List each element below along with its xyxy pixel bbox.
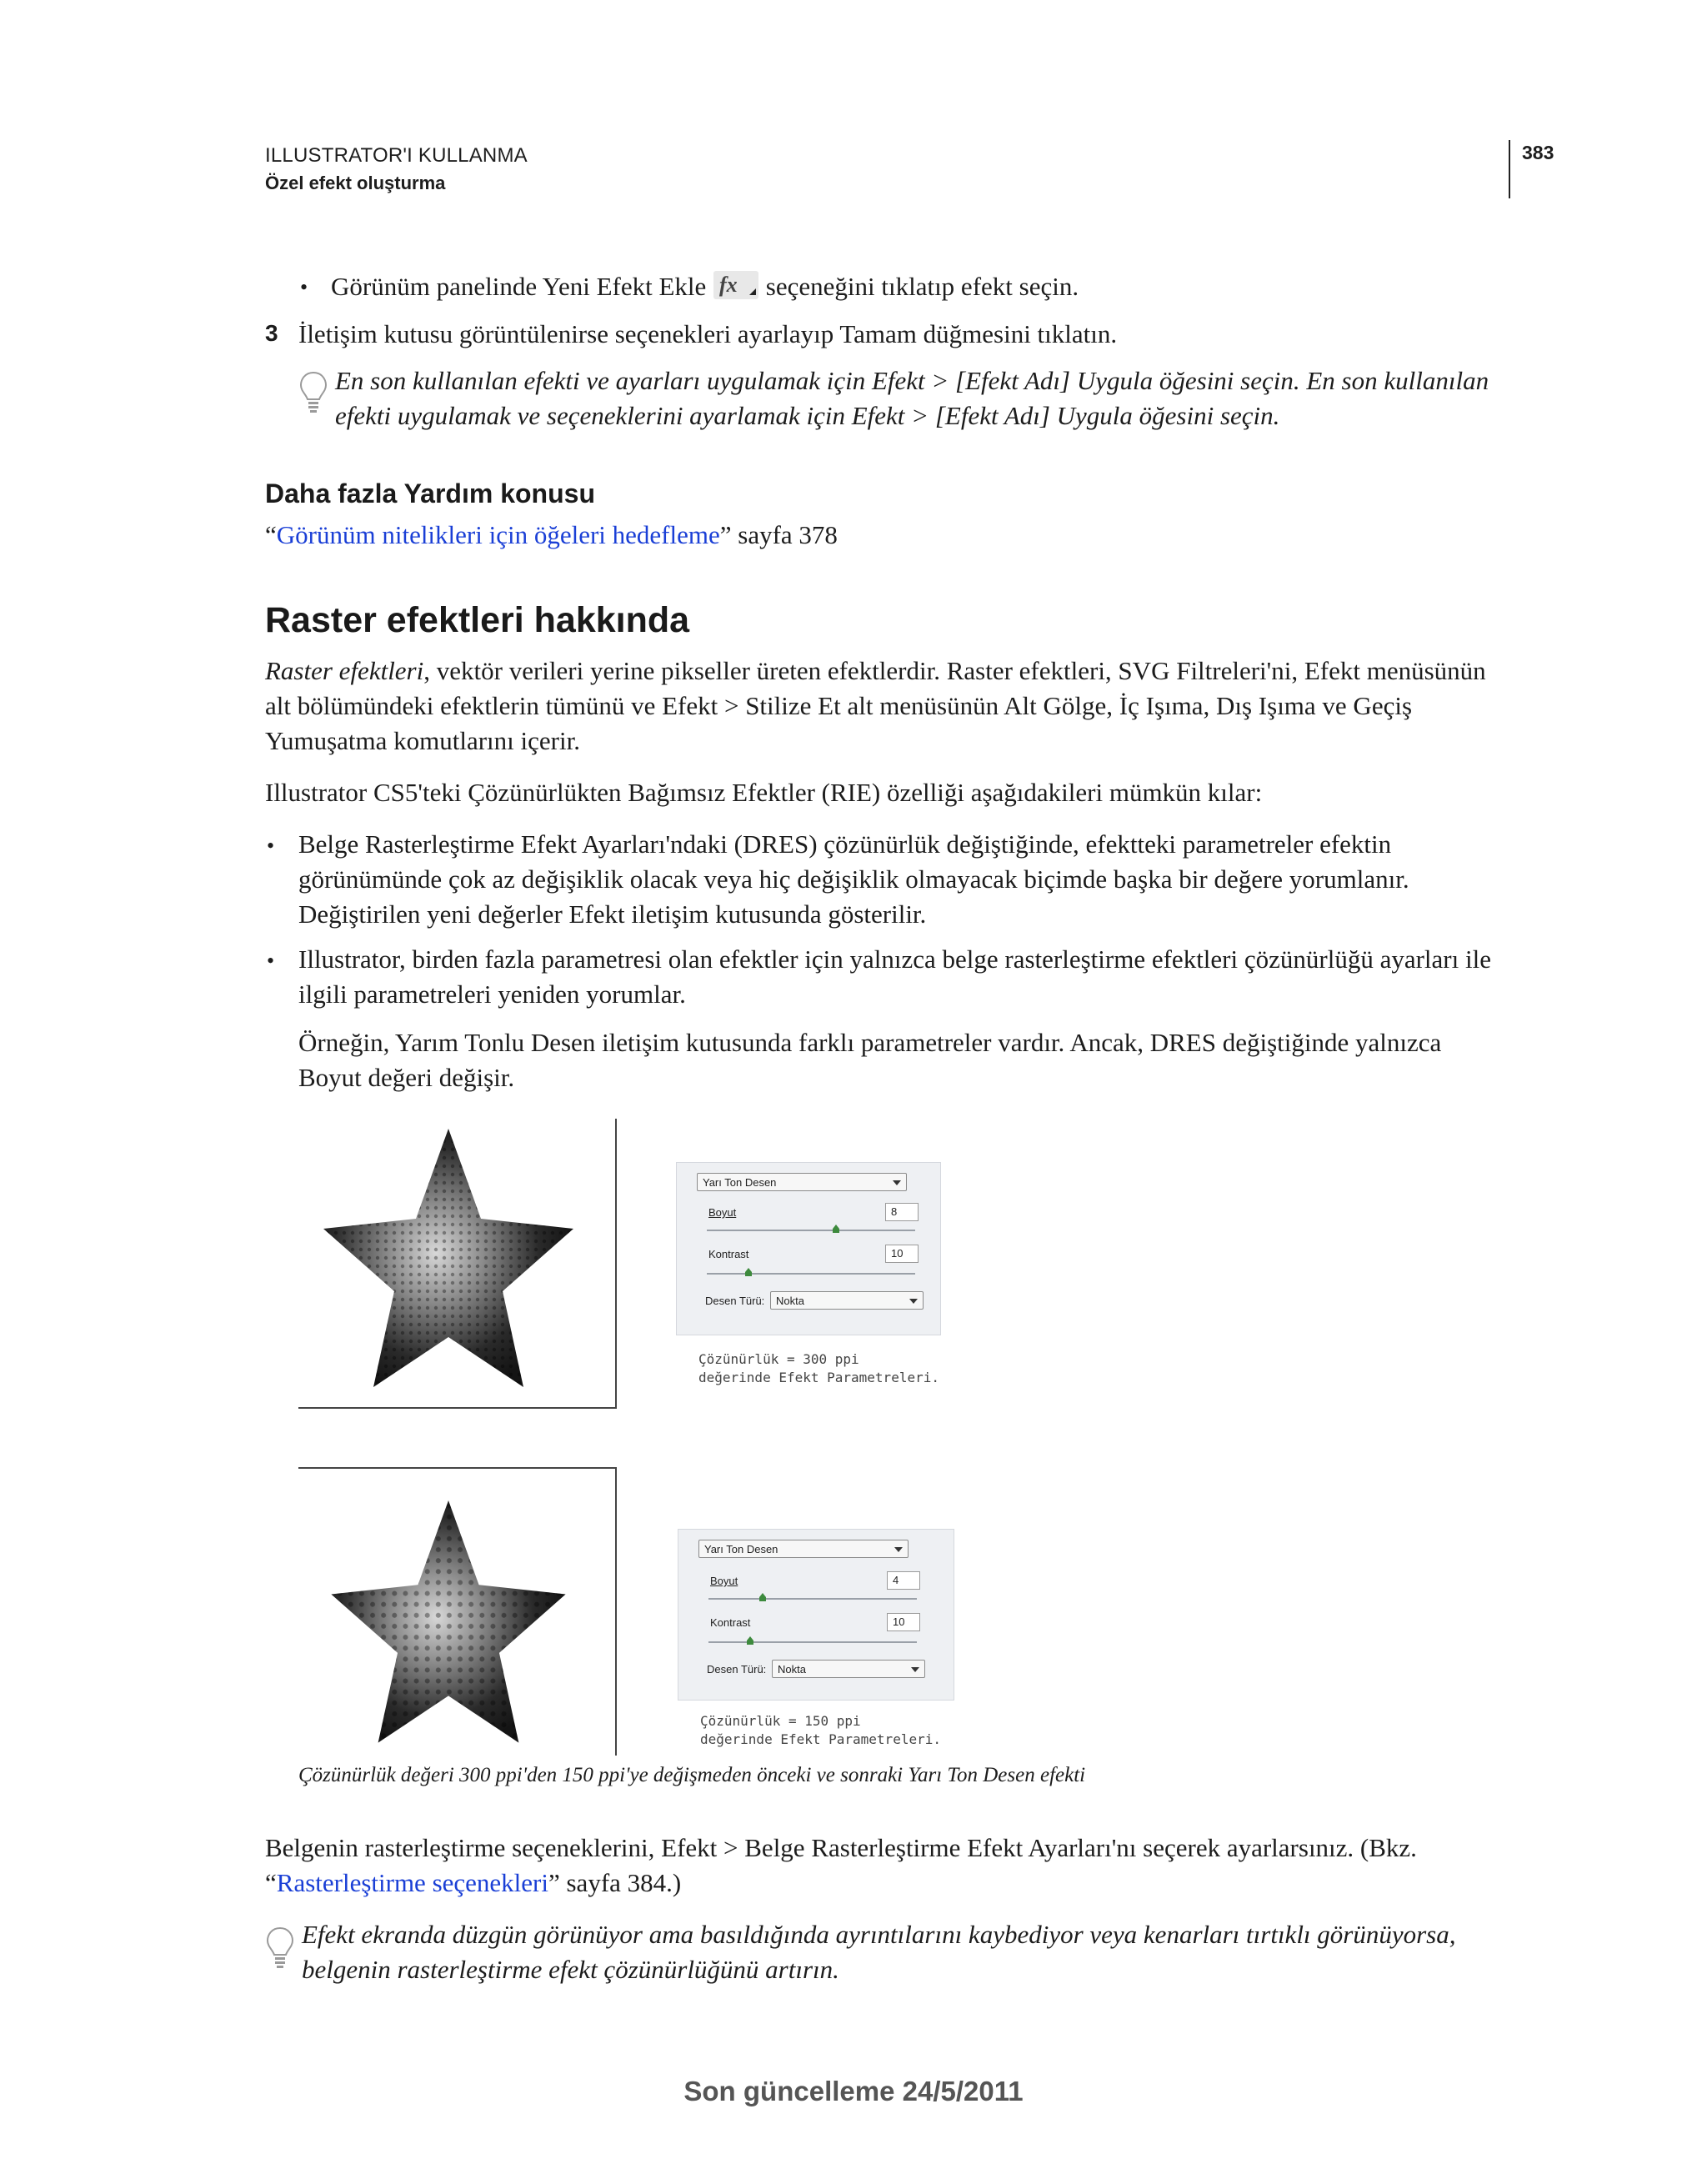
- size-slider-track[interactable]: [707, 1230, 915, 1231]
- footer-last-updated: Son güncelleme 24/5/2011: [683, 2076, 1024, 2106]
- pattern-type-label: Desen Türü:: [707, 1663, 767, 1676]
- halftone-dialog-150ppi: [678, 1529, 954, 1701]
- contrast-slider-thumb[interactable]: [745, 1268, 752, 1276]
- pattern-type-select[interactable]: [772, 1660, 925, 1678]
- size-input[interactable]: 4: [887, 1571, 920, 1590]
- star-image-300ppi: [298, 1119, 618, 1409]
- bullet-dot: •: [267, 949, 275, 973]
- figure-caption: Çözünürlük değeri 300 ppi'den 150 ppi'ye değişmeden önceki ve sonraki Yarı Ton Desen efekti: [298, 1764, 1086, 1786]
- contrast-input[interactable]: 10: [887, 1613, 920, 1631]
- bullet2-example-line1: Örneğin, Yarım Tonlu Desen iletişim kutusunda farklı parametreler vardır. Ancak, DRES değiştiğinde yalnızca: [298, 1028, 1442, 1057]
- tip2-line1: Efekt ekranda düzgün görünüyor ama basıldığında ayrıntılarını kaybediyor veya kenarları tırtıklı görünüyorsa,: [302, 1920, 1456, 1949]
- halftone-star-small-dots: [315, 1500, 582, 1751]
- caption-line2: değerinde Efekt Parametreleri.: [698, 1370, 939, 1385]
- size-label: Boyut: [708, 1206, 737, 1219]
- svg-text:fx: fx: [719, 273, 738, 297]
- step-number: 3: [265, 320, 278, 346]
- section-p1-line1-rest: , vektör verileri yerine pikseller üreten efektlerdir. Raster efektleri, SVG Filtreleri'ni, Efekt menüsünün: [423, 656, 1486, 685]
- chevron-down-icon: [911, 1667, 919, 1672]
- tip1-line2: efekti uygulamak ve seçeneklerini ayarlamak için Efekt > [Efekt Adı] Uygula öğesini seçin.: [335, 401, 1280, 430]
- star-image-150ppi: [298, 1467, 618, 1756]
- running-header-section: Özel efekt oluşturma: [265, 173, 446, 193]
- contrast-label: Kontrast: [710, 1616, 751, 1629]
- size-slider-thumb[interactable]: [759, 1593, 766, 1601]
- intro-bullet-text: Görünüm panelinde Yeni Efekt Ekle: [331, 272, 707, 301]
- size-input[interactable]: 8: [885, 1203, 919, 1221]
- lightbulb-tip-icon: [298, 370, 328, 413]
- dialog-caption-150ppi: [700, 1712, 941, 1749]
- bullet2-line2: ilgili parametreleri yeniden yorumlar.: [298, 979, 686, 1009]
- bullet2-line1: Illustrator, birden fazla parametresi olan efektler için yalnızca belge rasterleştirme efektleri çözünürlüğü ayarları ile: [298, 944, 1491, 974]
- after-p-line1: Belgenin rasterleştirme seçeneklerini, Efekt > Belge Rasterleştirme Efekt Ayarları'nı seçerek ayarlarsınız. (Bkz.: [265, 1833, 1417, 1862]
- contrast-slider-track[interactable]: [707, 1273, 915, 1275]
- rasterize-options-link[interactable]: Rasterleştirme seçenekleri: [276, 1868, 548, 1897]
- halftone-dialog-300ppi: [676, 1162, 941, 1335]
- more-help-heading: Daha fazla Yardım konusu: [265, 478, 595, 508]
- contrast-slider-track[interactable]: [708, 1641, 917, 1643]
- image-frame-bottom: [298, 1407, 617, 1409]
- pattern-type-value: Nokta: [776, 1295, 804, 1307]
- halftone-figure: [265, 1109, 1490, 1759]
- bullet1-line2: görünümünde çok az değişiklik olacak veya hiç değişiklik olmayacak biçimde başka bir değere yorumlanır.: [298, 864, 1409, 894]
- size-slider-track[interactable]: [708, 1598, 917, 1600]
- contrast-input[interactable]: 10: [885, 1245, 919, 1263]
- lightbulb-tip-icon: [265, 1926, 295, 1969]
- header-divider: [1509, 140, 1510, 198]
- halftone-star-large-dots: [315, 1129, 582, 1395]
- effect-select[interactable]: [698, 1540, 909, 1558]
- raster-effects-term: Raster efektleri: [265, 656, 424, 685]
- image-frame-right: [615, 1119, 617, 1409]
- pattern-type-select[interactable]: [770, 1291, 924, 1310]
- bullet1-line1: Belge Rasterleştirme Efekt Ayarları'ndaki (DRES) çözünürlük değiştiğinde, efektteki parametreler efektin: [298, 829, 1392, 859]
- effect-select[interactable]: [697, 1173, 907, 1191]
- intro-bullet-text-after: seçeneğini tıklatıp efekt seçin.: [765, 272, 1079, 301]
- bullet1-line3: Değiştirilen yeni değerler Efekt iletişim kutusunda gösterilir.: [298, 899, 927, 929]
- chevron-down-icon: [909, 1299, 918, 1304]
- page-number: 383: [1522, 142, 1554, 163]
- effect-select-value: Yarı Ton Desen: [703, 1176, 777, 1189]
- tip1-line1: En son kullanılan efekti ve ayarları uygulamak için Efekt > [Efekt Adı] Uygula öğesini seçin. En son kullanılan: [335, 366, 1489, 395]
- after-quote-open: “: [265, 1868, 277, 1897]
- image-frame-top: [298, 1467, 617, 1469]
- chevron-down-icon: [893, 1180, 901, 1185]
- intro-bullet: [331, 269, 1079, 304]
- section-p1-line1: [265, 654, 1486, 689]
- caption-line2: değerinde Efekt Parametreleri.: [700, 1731, 941, 1747]
- section-p1-line3: Yumuşatma komutlarını içerir.: [265, 726, 580, 755]
- bullet2-example-line2: Boyut değeri değişir.: [298, 1063, 515, 1092]
- after-p-line2: [265, 1866, 681, 1901]
- more-help-entry: [265, 518, 838, 553]
- pattern-type-label: Desen Türü:: [705, 1295, 765, 1307]
- after-page-ref: ” sayfa 384.): [548, 1868, 682, 1897]
- caption-line1: Çözünürlük = 150 ppi: [700, 1713, 861, 1729]
- section-heading: Raster efektleri hakkında: [265, 600, 690, 640]
- more-help-quote-open: “: [265, 520, 277, 549]
- size-slider-thumb[interactable]: [833, 1225, 839, 1233]
- bullet-dot: •: [300, 275, 308, 299]
- more-help-link[interactable]: Görünüm nitelikleri için öğeleri hedefleme: [276, 520, 720, 549]
- contrast-label: Kontrast: [708, 1248, 749, 1260]
- caption-line1: Çözünürlük = 300 ppi: [698, 1351, 859, 1367]
- effect-select-value: Yarı Ton Desen: [704, 1543, 778, 1555]
- dialog-caption-300ppi: [698, 1350, 939, 1387]
- size-label: Boyut: [710, 1575, 738, 1587]
- step-text: İletişim kutusu görüntülenirse seçenekleri ayarlayıp Tamam düğmesini tıklatın.: [298, 319, 1118, 348]
- contrast-slider-thumb[interactable]: [747, 1636, 753, 1645]
- more-help-page-ref: ” sayfa 378: [719, 520, 838, 549]
- section-p1-line2: alt bölümündeki efektlerin tümünü ve Efekt > Stilize Et alt menüsünün Alt Gölge, İç Işıma, Dış Işıma ve Geçiş: [265, 691, 1413, 720]
- tip2-line2: belgenin rasterleştirme efekt çözünürlüğünü artırın.: [302, 1955, 839, 1984]
- new-effect-fx-icon: [713, 270, 759, 300]
- bullet-dot: •: [267, 834, 275, 858]
- chevron-down-icon: [894, 1547, 903, 1552]
- running-header-title: ILLUSTRATOR'I KULLANMA: [265, 144, 528, 167]
- pattern-type-value: Nokta: [778, 1663, 806, 1676]
- image-frame-right: [615, 1467, 617, 1756]
- section-p2: Illustrator CS5'teki Çözünürlükten Bağımsız Efektler (RIE) özelliği aşağıdakileri mümkün kılar:: [265, 778, 1263, 807]
